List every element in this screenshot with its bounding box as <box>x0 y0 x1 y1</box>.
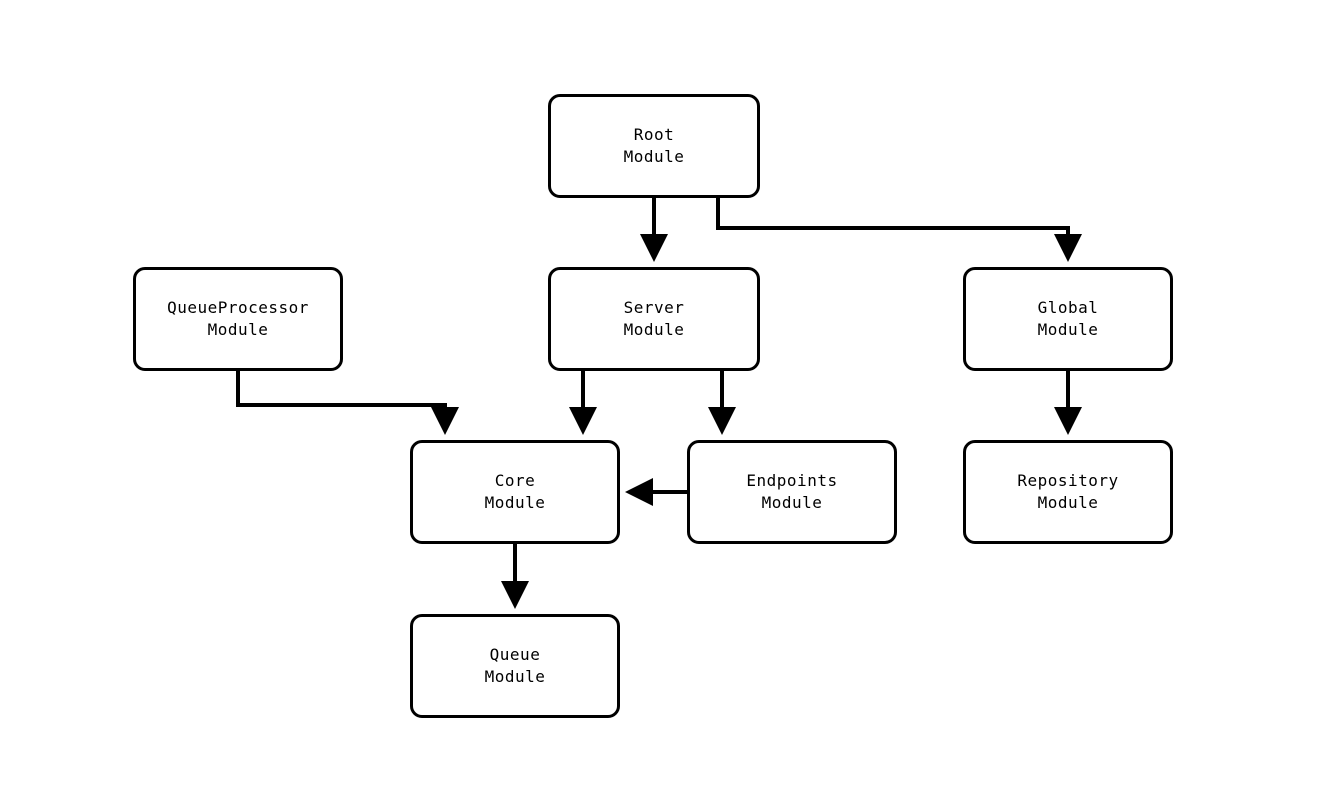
node-label-line2: Module <box>484 667 546 686</box>
node-label-line1: Repository <box>1017 471 1119 490</box>
node-label-line2: Module <box>484 493 546 512</box>
node-repository-module[interactable] <box>963 440 1173 544</box>
node-endpoints-module[interactable] <box>687 440 897 544</box>
node-label-line1: Root <box>633 125 675 144</box>
node-label-line2: Module <box>1037 320 1099 339</box>
node-label-line1: Core <box>494 471 536 490</box>
node-core-module[interactable] <box>410 440 620 544</box>
node-label-line1: Server <box>623 298 685 317</box>
node-label-line1: Queue <box>489 645 541 664</box>
node-server-module[interactable] <box>548 267 760 371</box>
node-label-line1: Global <box>1037 298 1099 317</box>
node-label-line1: QueueProcessor <box>167 298 309 317</box>
node-label-line2: Module <box>623 147 685 166</box>
edge-root-global <box>718 198 1068 255</box>
node-label-line2: Module <box>207 320 269 339</box>
node-label-line2: Module <box>761 493 823 512</box>
node-global-module[interactable] <box>963 267 1173 371</box>
node-queueprocessor-module[interactable] <box>133 267 343 371</box>
node-root-module[interactable] <box>548 94 760 198</box>
node-label-line2: Module <box>1037 493 1099 512</box>
node-label-line1: Endpoints <box>746 471 838 490</box>
edge-queueprocessor-core <box>238 371 445 428</box>
node-queue-module[interactable] <box>410 614 620 718</box>
node-label-line2: Module <box>623 320 685 339</box>
